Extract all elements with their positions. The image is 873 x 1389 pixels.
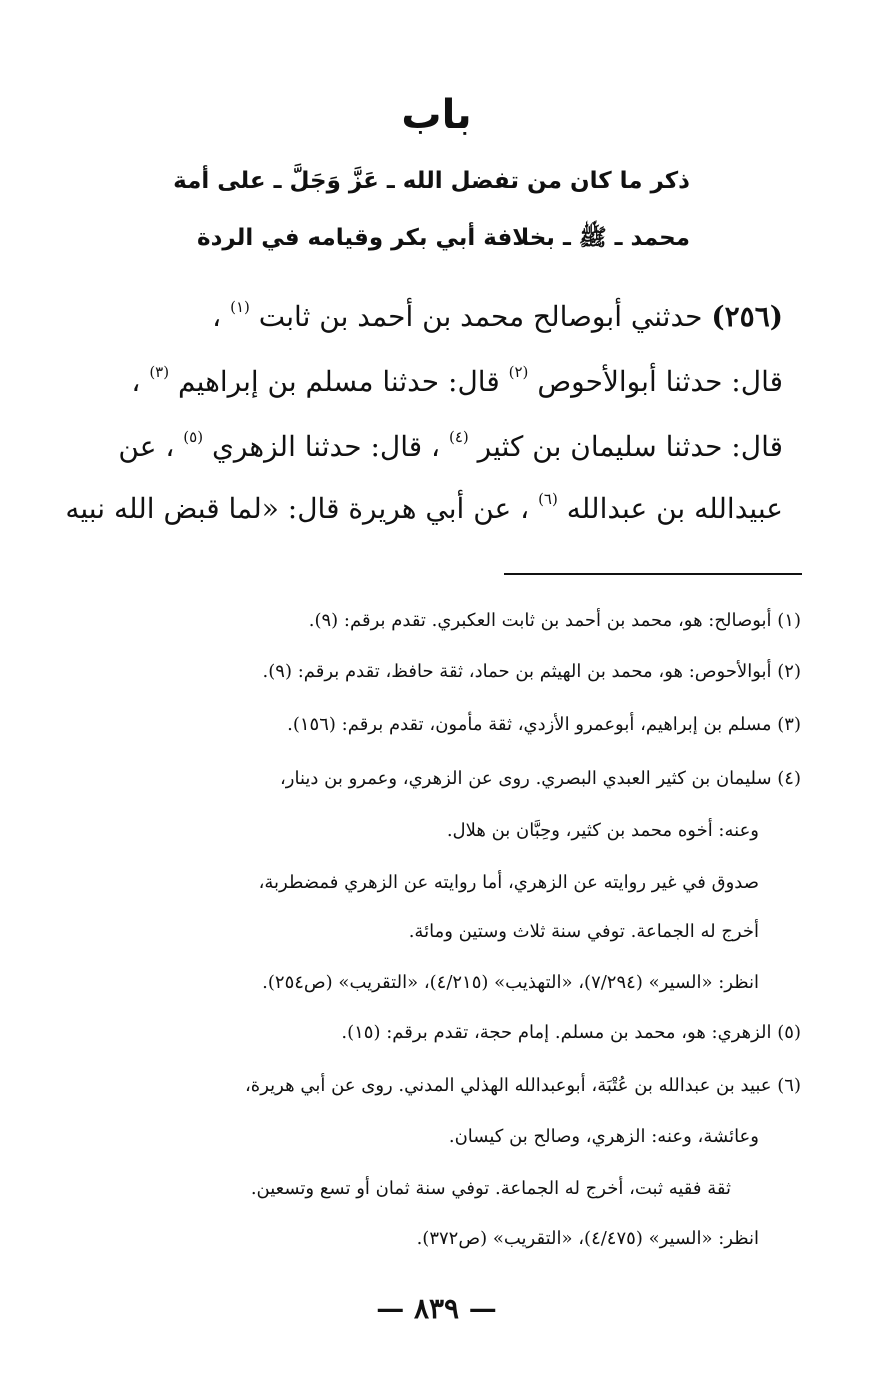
hadith-line-1 xyxy=(212,300,783,331)
footnote-5: (٥) الزهري: هو، محمد بن مسلم. إمام حجة، تقدم برقم: (١٥). xyxy=(341,1022,801,1043)
hadith-line-4 xyxy=(65,492,783,523)
hadith-text: ، xyxy=(212,300,222,333)
footnote-6-line-4: انظر: «السير» (٤/٤٧٥)، «التقريب» (ص٣٧٢). xyxy=(416,1228,759,1249)
footnote-ref: (١) xyxy=(230,298,250,316)
hadith-number: (٢٥٦) xyxy=(711,300,783,333)
footnote-6-line-1: (٦) عبيد بن عبدالله بن عُتْبَة، أبوعبدالله الهذلي المدني. روى عن أبي هريرة، xyxy=(245,1075,801,1096)
hadith-text: قال: حدثنا سليمان بن كثير xyxy=(477,430,783,463)
hadith-text: ، عن أبي هريرة قال: «لما قبض الله نبيه xyxy=(65,492,530,525)
footnote-4-line-2: وعنه: أخوه محمد بن كثير، وحِبَّان بن هلال. xyxy=(446,820,759,841)
footnote-1: (١) أبوصالح: هو، محمد بن أحمد بن ثابت العكبري. تقدم برقم: (٩). xyxy=(308,610,801,631)
hadith-text: قال: حدثنا مسلم بن إبراهيم xyxy=(178,365,500,398)
footnote-2: (٢) أبوالأحوص: هو، محمد بن الهيثم بن حماد، ثقة حافظ، تقدم برقم: (٩). xyxy=(262,661,801,682)
footnote-6-line-3: ثقة فقيه ثبت، أخرج له الجماعة. توفي سنة ثمان أو تسع وتسعين. xyxy=(250,1178,731,1199)
footnote-4-line-3: صدوق في غير روايته عن الزهري، أما روايته عن الزهري فمضطربة، xyxy=(258,872,759,893)
footnote-divider xyxy=(504,573,802,575)
chapter-heading: باب xyxy=(401,92,472,138)
footnote-4-line-5: انظر: «السير» (٧/٢٩٤)، «التهذيب» (٤/٢١٥)، «التقريب» (ص٢٥٤). xyxy=(262,972,759,993)
footnote-3: (٣) مسلم بن إبراهيم، أبوعمرو الأزدي، ثقة مأمون، تقدم برقم: (١٥٦). xyxy=(287,714,801,735)
hadith-text: عبيدالله بن عبدالله xyxy=(566,492,783,525)
hadith-text: قال: حدثنا أبوالأحوص xyxy=(537,365,783,398)
footnote-4-line-1: (٤) سليمان بن كثير العبدي البصري. روى عن الزهري، وعمرو بن دينار، xyxy=(279,768,801,789)
hadith-text: ، xyxy=(131,365,141,398)
hadith-line-3 xyxy=(118,430,783,461)
footnote-ref: (٢) xyxy=(508,363,529,381)
hadith-text: ، عن xyxy=(118,430,175,463)
chapter-subtitle-line-2: محمد ـ ﷺ ـ بخلافة أبي بكر وقيامه في الردة xyxy=(197,225,690,251)
footnote-ref: (٤) xyxy=(448,428,469,446)
footnote-ref: (٣) xyxy=(149,363,170,381)
footnote-ref: (٦) xyxy=(538,490,558,508)
hadith-line-2 xyxy=(131,365,783,396)
footnote-6-line-2: وعائشة، وعنه: الزهري، وصالح بن كيسان. xyxy=(448,1126,759,1147)
hadith-text: ، قال: حدثنا الزهري xyxy=(211,430,441,463)
page-number: — ٨٣٩ — xyxy=(376,1292,497,1325)
hadith-text: حدثني أبوصالح محمد بن أحمد بن ثابت xyxy=(258,300,703,333)
footnote-ref: (٥) xyxy=(183,428,204,446)
footnote-4-line-4: أخرج له الجماعة. توفي سنة ثلاث وستين ومائة. xyxy=(408,921,759,942)
chapter-subtitle-line-1: ذكر ما كان من تفضل الله ـ عَزَّ وَجَلَّ ـ على أمة xyxy=(173,168,690,194)
